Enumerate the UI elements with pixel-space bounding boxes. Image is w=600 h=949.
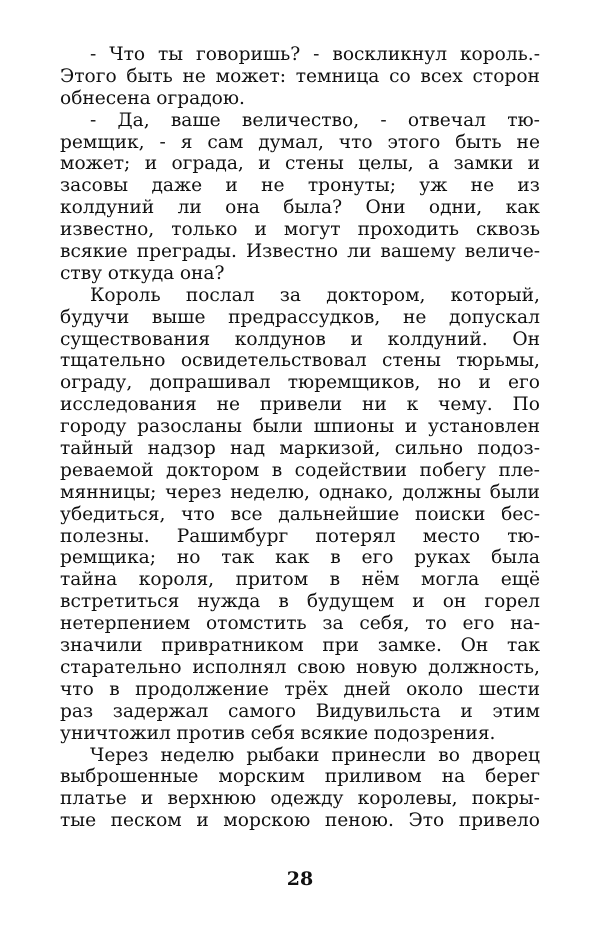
text-line: ремщика; но так как в его руках была xyxy=(60,547,540,569)
paragraph xyxy=(60,745,540,833)
text-line: будучи выше предрассудков, не допускал xyxy=(60,306,540,328)
text-line: значили привратником при замке. Он так xyxy=(60,635,540,657)
text-line: тайна короля, притом в нём могла ещё xyxy=(60,569,540,591)
text-line: ству откуда она? xyxy=(60,262,225,284)
page-number: 28 xyxy=(286,868,314,890)
paragraph xyxy=(60,110,540,285)
text-line: колдуний ли она была? Они одни, как xyxy=(60,197,540,219)
text-line: старательно исполнял свою новую должность, xyxy=(60,656,540,678)
text-line: убедиться, что все дальнейшие поиски бес- xyxy=(60,503,540,525)
text-line: всякие преграды. Известно ли вашему величе- xyxy=(60,241,540,263)
text-line: может; и ограда, и стены целы, а замки и xyxy=(60,153,540,175)
page-text xyxy=(60,44,540,832)
text-line: полезны. Рашимбург потерял место тю- xyxy=(60,525,540,547)
text-line: мянницы; через неделю, однако, должны были xyxy=(60,481,540,503)
text-line: платье и верхнюю одежду королевы, покры- xyxy=(60,788,540,810)
text-line: засовы даже и не тронуты; уж не из xyxy=(60,175,540,197)
text-line: известно, только и могут проходить сквозь xyxy=(60,219,540,241)
text-line: - Да, ваше величество, - отвечал тю- xyxy=(90,109,540,131)
text-line: раз задержал самого Видувильста и этим xyxy=(60,700,540,722)
text-line: городу разосланы были шпионы и установлен xyxy=(60,416,540,438)
text-line: - Что ты говоришь? - воскликнул король.- xyxy=(90,44,540,65)
text-line: Через неделю рыбаки принесли во дворец xyxy=(90,744,540,766)
text-line: тщательно освидетельствовал стены тюрьмы, xyxy=(60,350,540,372)
text-line: обнесена оградою. xyxy=(60,87,245,109)
text-line: Король послал за доктором, который, xyxy=(90,284,540,306)
paragraph xyxy=(60,44,540,110)
text-line: ограду, допрашивал тюремщиков, но и его xyxy=(60,372,540,394)
text-line: нетерпением отомстить за себя, то его на- xyxy=(60,613,540,635)
text-line: исследования не привели ни к чему. По xyxy=(60,394,540,416)
text-line: уничтожил против себя всякие подозрения. xyxy=(60,722,496,744)
text-line: выброшенные морским приливом на берег xyxy=(60,766,540,788)
text-line: что в продолжение трёх дней около шести xyxy=(60,678,540,700)
text-line: тайный надзор над маркизой, сильно подоз- xyxy=(60,438,540,460)
text-line: ремщик, - я сам думал, что этого быть не xyxy=(60,131,540,153)
text-line: существования колдунов и колдуний. Он xyxy=(60,328,540,350)
paragraph xyxy=(60,285,540,745)
text-line: Этого быть не может: темница со всех сторон xyxy=(60,65,540,87)
text-line: реваемой доктором в содействии побегу пле- xyxy=(60,459,540,481)
text-line: тые песком и морскою пеною. Это привело xyxy=(60,810,540,832)
text-line: встретиться нужда в будущем и он горел xyxy=(60,591,540,613)
